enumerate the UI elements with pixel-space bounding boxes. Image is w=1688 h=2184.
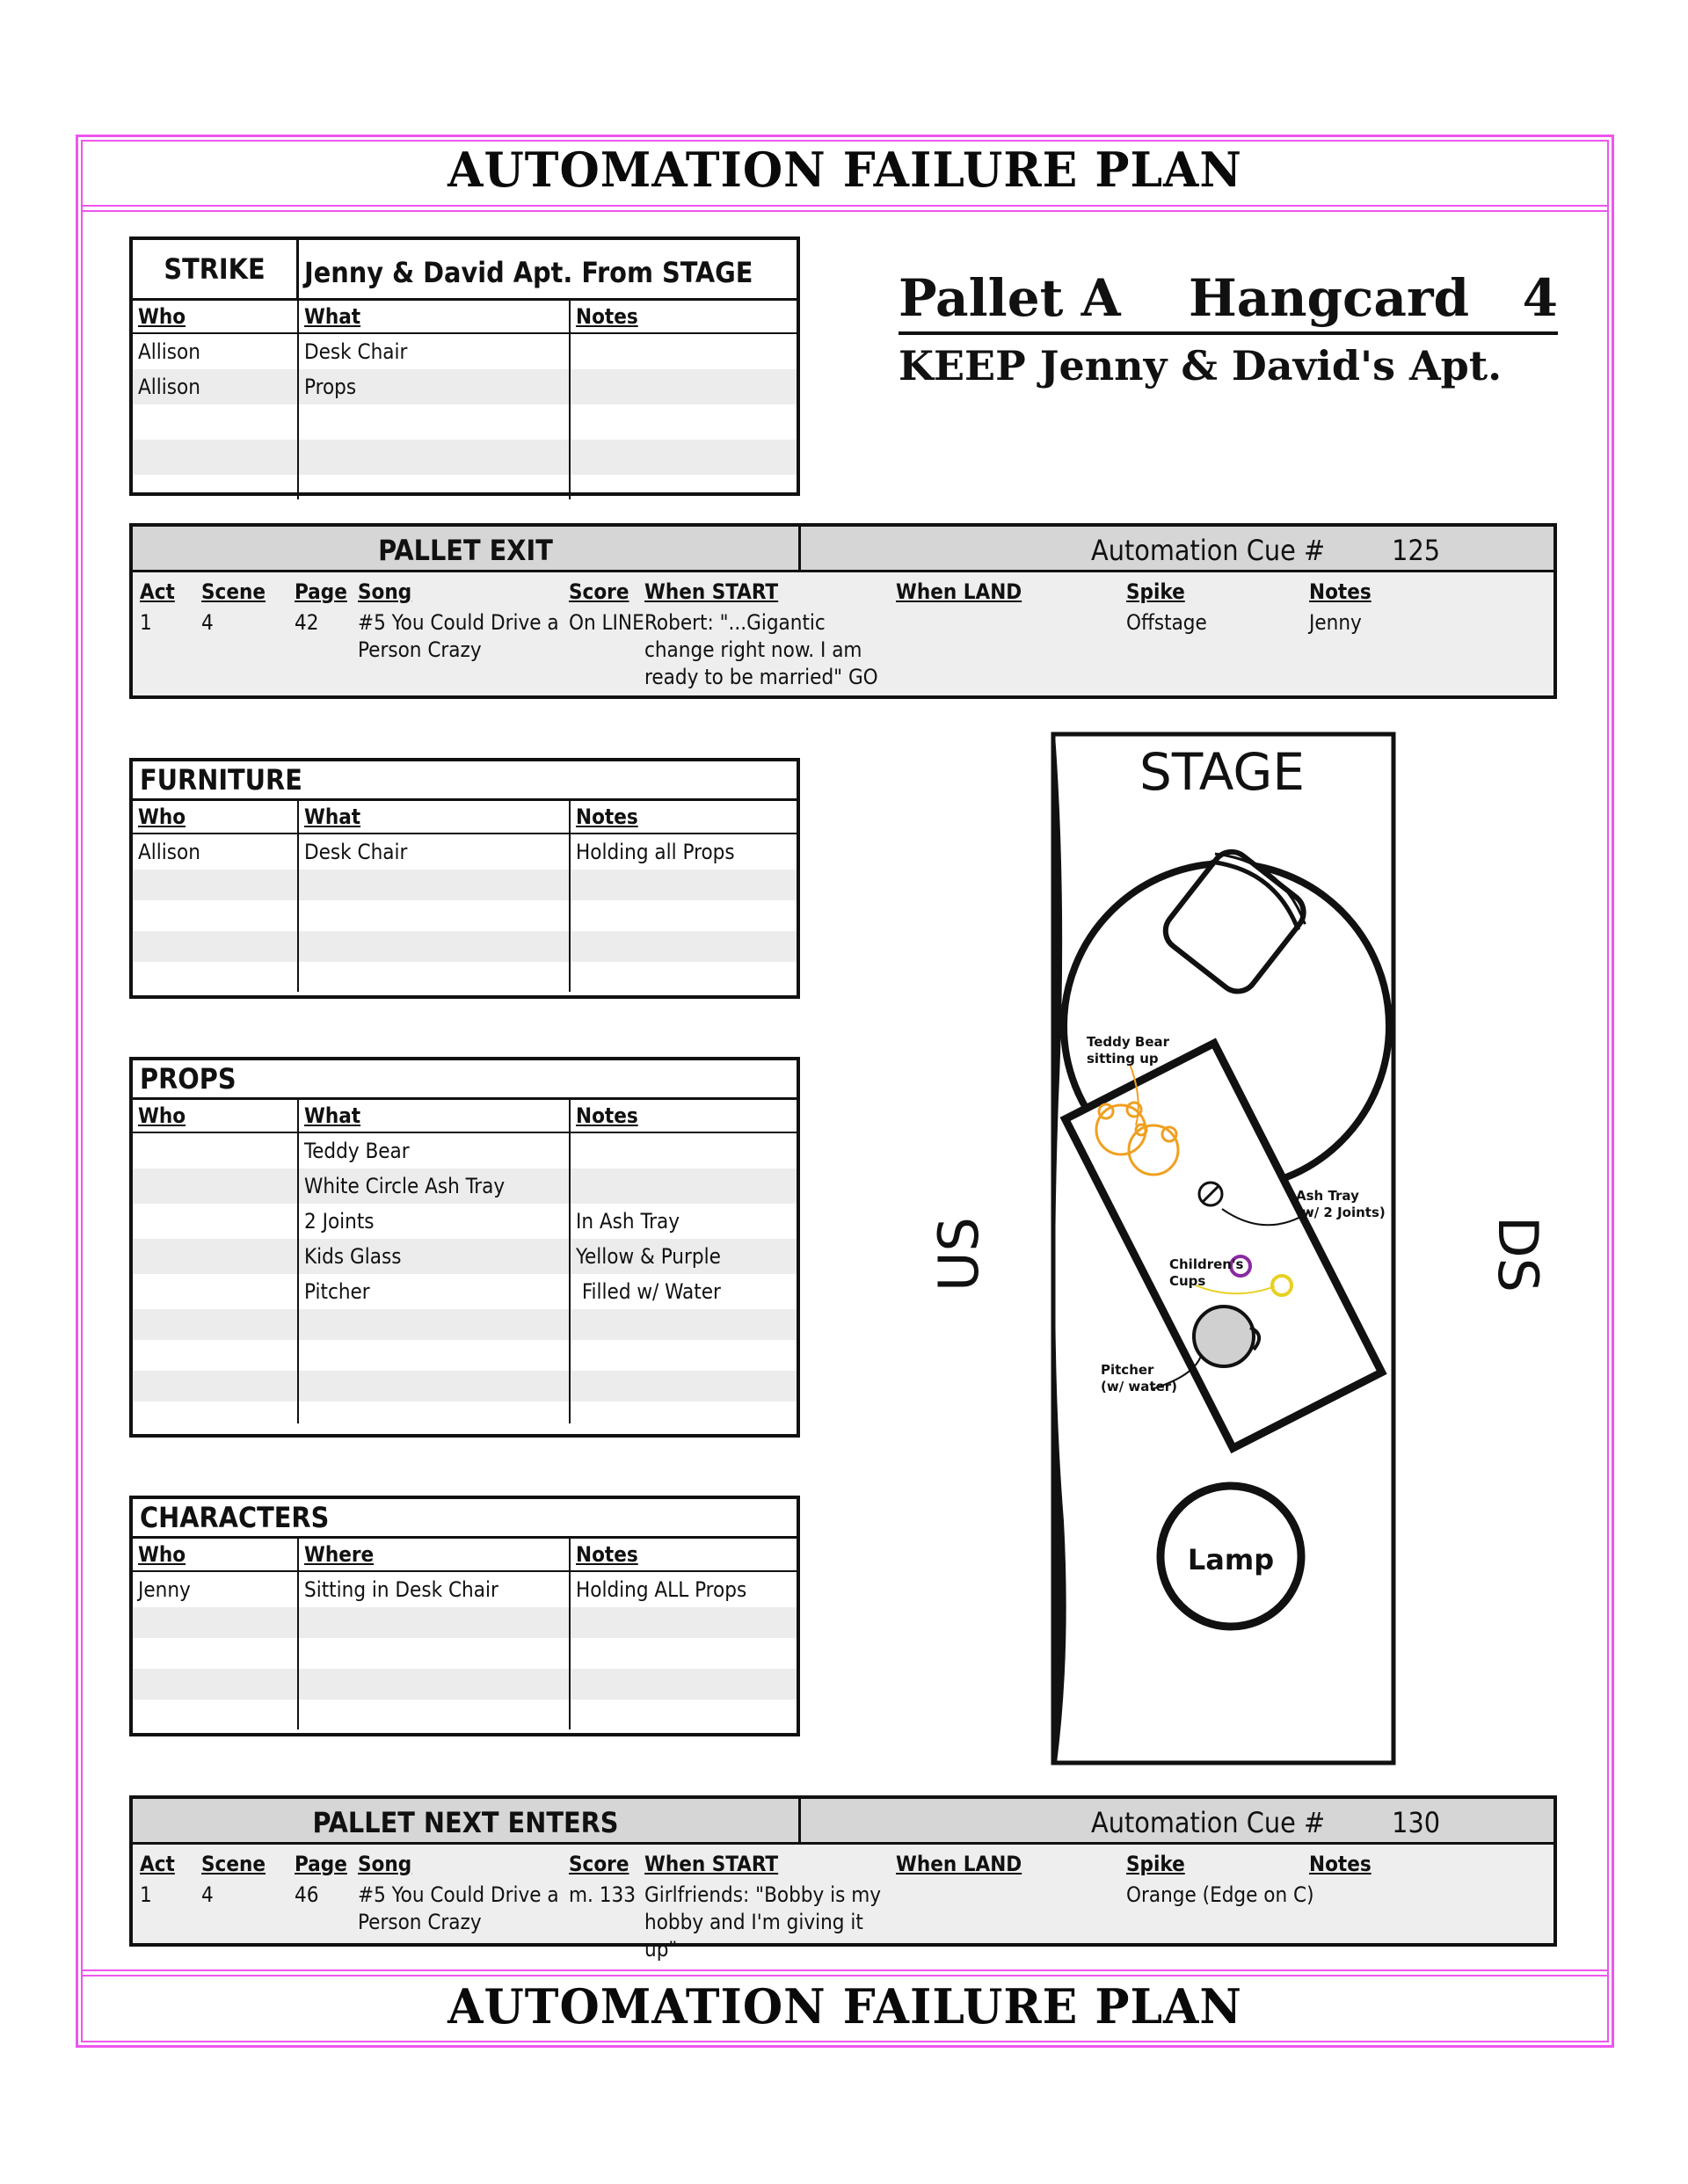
cell-where <box>299 1700 571 1729</box>
table-row <box>133 1371 797 1401</box>
cell-who <box>133 404 299 440</box>
lamp-label: Lamp <box>1187 1543 1275 1576</box>
cell-what <box>299 440 571 475</box>
cell-notes <box>571 1309 797 1340</box>
column-header-song: Song <box>358 1852 412 1876</box>
cell-who <box>133 1274 299 1309</box>
column-header-where: Where <box>299 1539 571 1570</box>
cell-what: Props <box>299 369 571 404</box>
cell-notes <box>571 404 797 440</box>
table-row <box>133 1669 797 1700</box>
cell-notes <box>571 440 797 475</box>
cell-who <box>133 962 299 992</box>
column-header-notes: Notes <box>1309 1852 1372 1876</box>
column-header-when-start: When START <box>644 579 779 604</box>
cell-what: Desk Chair <box>299 334 571 369</box>
table-row <box>133 1607 797 1638</box>
pitcher-label-line-2: (w/ water) <box>1101 1379 1177 1394</box>
cups-label-line-1: Children's <box>1169 1256 1244 1272</box>
props-column-headers <box>133 1100 797 1133</box>
cell-notes: In Ash Tray <box>576 1209 680 1234</box>
cell-notes <box>571 870 797 900</box>
footer-rule <box>81 1975 1609 1977</box>
cell-who <box>133 1607 299 1638</box>
pallet-heading <box>899 268 1558 389</box>
automation-cue-label: Automation Cue # <box>1091 1806 1326 1839</box>
cell-what <box>299 870 571 900</box>
cell-who <box>133 1204 299 1239</box>
pitcher-label-line-1: Pitcher <box>1101 1362 1154 1378</box>
column-header-spike: Spike <box>1126 1852 1185 1876</box>
cell-what <box>299 475 571 499</box>
column-header-act: Act <box>140 579 175 604</box>
table-row <box>133 834 797 870</box>
cell-who <box>133 1340 299 1371</box>
cell-where <box>299 1669 571 1700</box>
table-row <box>133 962 797 992</box>
cell-what <box>299 962 571 992</box>
column-header-what: What <box>299 1100 571 1132</box>
cell-notes <box>571 1669 797 1700</box>
column-header-page: Page <box>295 579 347 604</box>
upstage-label: US <box>926 1217 991 1292</box>
cell-notes <box>571 1340 797 1371</box>
furniture-header <box>133 761 797 801</box>
column-header-song: Song <box>358 579 412 604</box>
cell-who <box>133 440 299 475</box>
cell-notes <box>1309 1882 1553 1963</box>
cell-who <box>133 1239 299 1274</box>
table-row <box>133 1274 797 1309</box>
cell-notes <box>571 1133 797 1168</box>
characters-column-headers <box>133 1539 797 1572</box>
cell-what: White Circle Ash Tray <box>299 1168 571 1204</box>
column-header-scene: Scene <box>201 1852 266 1876</box>
column-header-when-land: When LAND <box>896 579 1022 604</box>
characters-title: CHARACTERS <box>140 1501 330 1534</box>
cell-what <box>299 1371 571 1401</box>
cell-who <box>133 1133 299 1168</box>
furniture-table <box>129 758 800 999</box>
cell-page: 46 <box>295 1882 319 1907</box>
strike-what: Jenny & David Apt. From STAGE <box>304 256 753 289</box>
strike-column-headers <box>133 301 797 334</box>
cell-notes: Yellow & Purple <box>576 1244 721 1269</box>
cell-spike: Offstage <box>1126 610 1207 635</box>
cell-who <box>133 900 299 931</box>
cell-song: #5 You Could Drive a Person Crazy <box>358 610 559 662</box>
banner-title-bottom: AUTOMATION FAILURE PLAN <box>447 1978 1242 2035</box>
pallet-curved-edge <box>1053 734 1065 1763</box>
cell-where <box>299 1638 571 1669</box>
column-header-who: Who <box>133 801 299 833</box>
cell-who: Allison <box>133 334 299 369</box>
characters-header <box>133 1499 797 1539</box>
props-title: PROPS <box>140 1062 236 1096</box>
cell-scene: 4 <box>201 610 214 635</box>
column-header-notes: Notes <box>576 304 638 329</box>
pallet-exit-header <box>133 527 1553 572</box>
column-header-act: Act <box>140 1852 175 1876</box>
cell-who <box>133 1638 299 1669</box>
ashtray-label-line-2: (w/ 2 Joints) <box>1296 1205 1386 1220</box>
cell-act: 1 <box>140 610 152 635</box>
cell-when-start: Robert: "...Gigantic change right now. I am ready to be married" GO <box>644 610 878 689</box>
column-header-spike: Spike <box>1126 579 1185 604</box>
ashtray-label-line-1: Ash Tray <box>1296 1188 1359 1204</box>
cell-notes <box>571 931 797 962</box>
pallet-next-row <box>133 1876 1553 1963</box>
table-row <box>133 369 797 404</box>
cell-who <box>133 475 299 499</box>
column-header-when-land: When LAND <box>896 1852 1022 1876</box>
header-rule <box>81 210 1609 212</box>
automation-cue-label: Automation Cue # <box>1091 534 1326 567</box>
cell-what <box>299 1401 571 1423</box>
cell-notes: Holding ALL Props <box>576 1577 747 1602</box>
cell-what <box>299 931 571 962</box>
cell-who <box>133 1309 299 1340</box>
props-header <box>133 1060 797 1100</box>
column-header-who: Who <box>133 301 299 332</box>
table-row <box>133 1638 797 1669</box>
column-header-notes: Notes <box>1309 579 1372 604</box>
keep-set-label: KEEP Jenny & David's Apt. <box>899 342 1502 389</box>
stage-label: STAGE <box>1139 742 1305 802</box>
column-header-page: Page <box>295 1852 347 1876</box>
cell-what <box>299 1340 571 1371</box>
cell-where <box>299 1607 571 1638</box>
furniture-column-headers <box>133 801 797 834</box>
table-row <box>133 870 797 900</box>
stage-diagram <box>1046 730 1407 1767</box>
column-header-notes: Notes <box>576 804 638 829</box>
footer-rule <box>81 1969 1609 1971</box>
cell-notes <box>571 962 797 992</box>
cell-what <box>299 900 571 931</box>
cell-notes <box>571 1700 797 1729</box>
cell-song: #5 You Could Drive a Person Crazy <box>358 1882 559 1934</box>
cell-notes: Jenny <box>1309 610 1362 635</box>
automation-cue <box>801 527 1553 570</box>
furniture-title: FURNITURE <box>140 763 302 797</box>
column-header-score: Score <box>569 1852 629 1876</box>
cell-what <box>299 1309 571 1340</box>
cell-notes: Holding all Props <box>576 840 735 864</box>
table-row <box>133 1401 797 1423</box>
column-header-who: Who <box>133 1100 299 1132</box>
column-header-when-start: When START <box>644 1852 779 1876</box>
props-rows <box>133 1133 797 1423</box>
cell-notes <box>571 1401 797 1423</box>
pallet-exit-title: PALLET EXIT <box>133 527 801 570</box>
cell-what <box>299 404 571 440</box>
table-row <box>133 1340 797 1371</box>
table-row <box>133 1204 797 1239</box>
cell-who <box>133 931 299 962</box>
desk-chair <box>1154 840 1316 1001</box>
teddy-label-line-1: Teddy Bear <box>1087 1034 1170 1050</box>
characters-table <box>129 1496 800 1736</box>
pallet-next-enters-table <box>129 1795 1557 1962</box>
pallet-heading-line <box>899 268 1558 335</box>
pallet-exit-table <box>129 523 1557 699</box>
table-row <box>133 900 797 931</box>
table-row <box>133 1700 797 1729</box>
column-header-what: What <box>299 301 571 332</box>
teddy-label-line-2: sitting up <box>1087 1051 1159 1067</box>
cell-notes: Filled w/ Water <box>576 1279 721 1304</box>
cell-notes <box>571 1607 797 1638</box>
automation-cue-number: 125 <box>1392 534 1441 567</box>
column-header-who: Who <box>133 1539 299 1570</box>
pallet-next-title: PALLET NEXT ENTERS <box>133 1799 801 1842</box>
pallet-next-columns <box>133 1845 1553 1876</box>
cell-who <box>133 1669 299 1700</box>
pallet-name: Pallet A <box>899 268 1121 328</box>
header-rule <box>81 205 1609 207</box>
strike-rows <box>133 334 797 499</box>
automation-cue <box>801 1799 1553 1842</box>
cell-page: 42 <box>295 610 319 635</box>
cell-what: Kids Glass <box>299 1239 571 1274</box>
cell-what: Pitcher <box>299 1274 571 1309</box>
cell-score: m. 133 <box>569 1882 636 1907</box>
cell-what: Teddy Bear <box>299 1133 571 1168</box>
cell-scene: 4 <box>201 1882 214 1907</box>
table-row <box>133 1309 797 1340</box>
pallet-exit-row <box>133 604 1553 691</box>
furniture-rows <box>133 834 797 992</box>
cell-who <box>133 1401 299 1423</box>
cell-when-land <box>896 1882 1126 1963</box>
cell-notes <box>571 1638 797 1669</box>
cell-who <box>133 1168 299 1204</box>
hangcard-number: Hangcard 4 <box>1188 268 1558 328</box>
table-row <box>133 931 797 962</box>
cell-spike: Orange (Edge on C) <box>1126 1882 1314 1907</box>
table-row <box>133 440 797 475</box>
props-table <box>129 1057 800 1438</box>
characters-rows <box>133 1572 797 1729</box>
cell-notes <box>571 1371 797 1401</box>
pallet-next-header <box>133 1799 1553 1845</box>
table-row <box>133 1239 797 1274</box>
cell-notes <box>571 1168 797 1204</box>
cell-who: Allison <box>133 369 299 404</box>
cell-when-land <box>896 609 1126 691</box>
column-header-notes: Notes <box>576 1542 638 1567</box>
cell-who: Jenny <box>133 1572 299 1607</box>
column-header-score: Score <box>569 579 629 604</box>
cell-who <box>133 870 299 900</box>
table-row <box>133 1572 797 1607</box>
table-row <box>133 334 797 369</box>
cell-when-start: Girlfriends: "Bobby is my hobby and I'm giving it up" <box>644 1882 882 1962</box>
cell-notes <box>571 475 797 499</box>
automation-cue-number: 130 <box>1392 1806 1441 1839</box>
column-header-what: What <box>299 801 571 833</box>
cell-what: Desk Chair <box>299 834 571 870</box>
cell-who <box>133 1700 299 1729</box>
cell-where: Sitting in Desk Chair <box>299 1572 571 1607</box>
cell-score: On LINE <box>569 610 644 635</box>
cell-notes <box>571 369 797 404</box>
table-row <box>133 475 797 499</box>
downstage-label: DS <box>1486 1215 1551 1293</box>
cell-act: 1 <box>140 1882 152 1907</box>
table-row <box>133 1133 797 1168</box>
cell-who: Allison <box>133 834 299 870</box>
strike-header <box>133 240 797 301</box>
cell-who <box>133 1371 299 1401</box>
table-row <box>133 404 797 440</box>
cell-what: 2 Joints <box>299 1204 571 1239</box>
banner-title-top: AUTOMATION FAILURE PLAN <box>447 142 1242 199</box>
strike-table <box>129 237 800 496</box>
cell-notes <box>571 334 797 369</box>
column-header-scene: Scene <box>201 579 266 604</box>
column-header-notes: Notes <box>576 1103 638 1128</box>
table-row <box>133 1168 797 1204</box>
pallet-exit-columns <box>133 572 1553 604</box>
strike-label: STRIKE <box>133 240 299 298</box>
cups-label-line-2: Cups <box>1169 1273 1206 1289</box>
cell-notes <box>571 900 797 931</box>
